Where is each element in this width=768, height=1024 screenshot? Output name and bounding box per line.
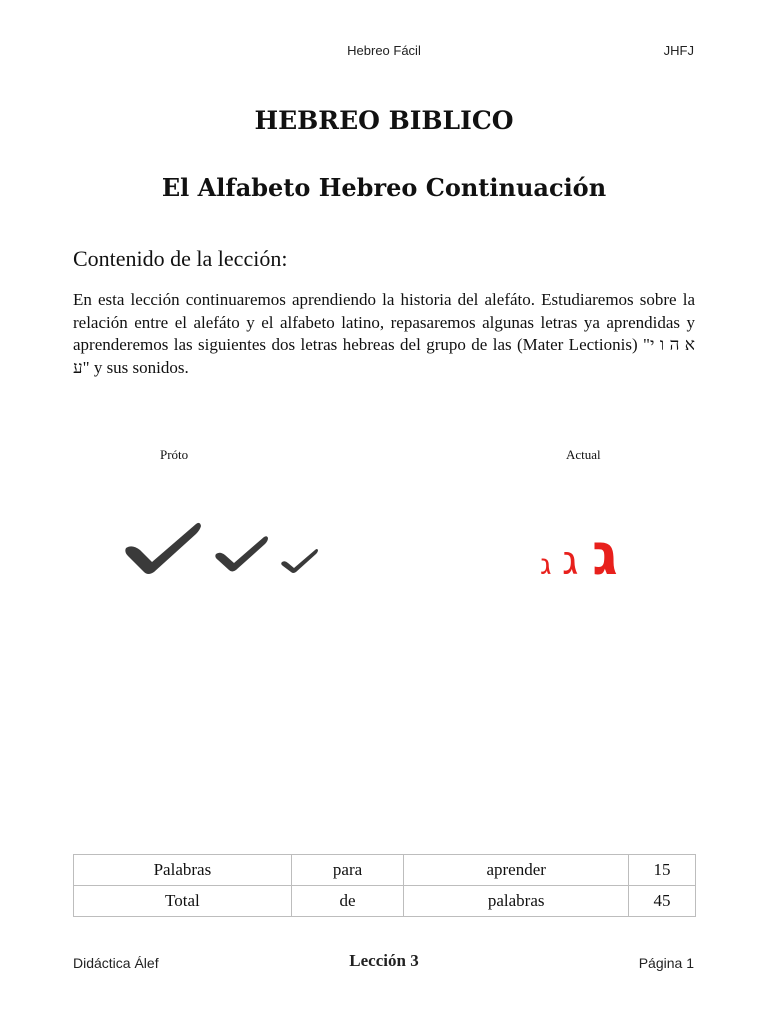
table-row [74,886,696,917]
gimel-small: ג [540,548,552,581]
table-cell: aprender [404,855,629,886]
page-subtitle: El Alfabeto Hebreo Continuación [161,173,607,202]
footer-left: Didáctica Álef [73,955,159,971]
proto-check-large-icon [125,523,201,574]
proto-gimel-check-icon [118,512,328,582]
proto-check-medium-icon [215,536,268,571]
header-title: Hebreo Fácil [347,43,421,58]
footer-lesson: Lección 3 [349,951,419,970]
word-count-table [73,854,696,917]
table-cell: Palabras [74,855,292,886]
actual-label: Actual [566,447,601,462]
table-cell: para [291,855,404,886]
proto-label: Próto [160,447,189,462]
lesson-paragraph: En esta lección continuaremos aprendiendo la historia del alefáto. Estudiaremos sobre la relación entre el alefáto y el alfabeto latino, repasaremos algunas letras ya aprendidas y aprenderemos las siguientes dos letras hebreas del grupo de las (Mater Lectionis) "א ה ו י ע" y sus sonidos. [73,290,695,377]
actual-gimel-glyphs [530,512,650,587]
gimel-medium: ג [562,538,579,582]
table-cell: palabras [404,886,629,917]
footer-page-number: Página 1 [638,955,694,971]
gimel-large: ג [592,520,618,582]
table-cell: Total [74,886,292,917]
page-title: HEBREO BIBLICO [254,106,514,135]
section-heading: Contenido de la lección: [73,246,288,271]
proto-check-small-icon [281,549,318,573]
table-cell: 45 [629,886,696,917]
table-row [74,855,696,886]
table-cell: 15 [629,855,696,886]
table-cell: de [291,886,404,917]
header-initials: JHFJ [663,43,694,58]
